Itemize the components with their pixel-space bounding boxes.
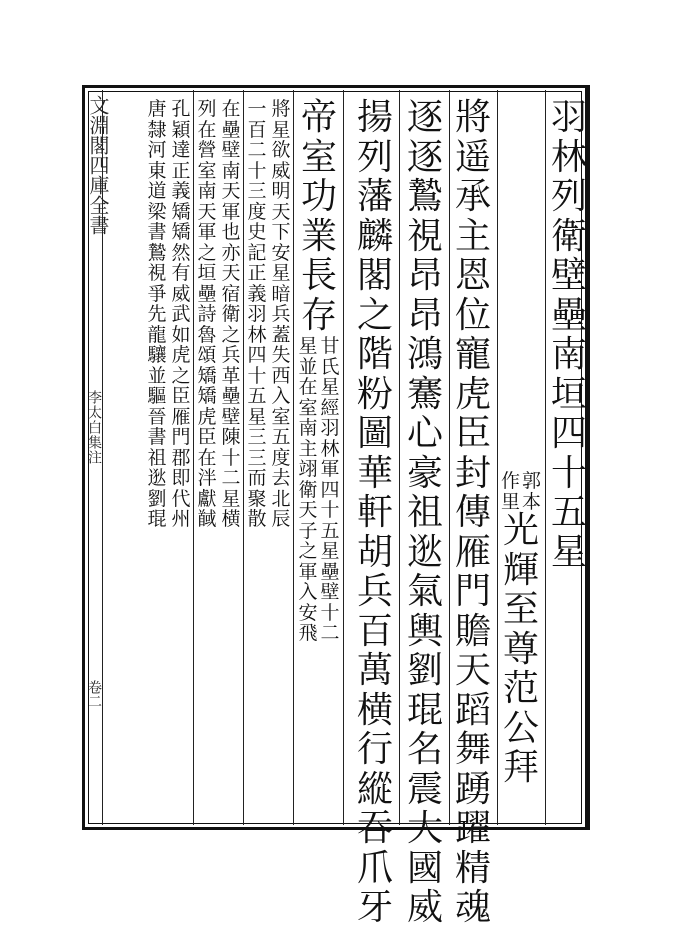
text-column [546, 97, 592, 574]
text-column [352, 97, 398, 930]
book-title: 李太白集注 [86, 390, 102, 465]
column-text: 星 並 在 室 南 主 翊 衛 天 子 之 軍 入 安 飛 [298, 335, 318, 644]
column-rule [193, 90, 194, 825]
column-rule [243, 90, 244, 825]
text-column [402, 97, 448, 930]
column-text: 甘 氏 星 經 羽 林 軍 四 十 五 星 壘 壁 十 二 [320, 335, 340, 644]
column-text: 一 百 二 十 三 度 史 記 正 義 羽 林 四 十 五 星 三 三 而 聚 散 [247, 98, 267, 530]
text-column [296, 97, 342, 645]
column-text: 將 星 欲 威 明 天 下 安 星 暗 兵 蓋 失 西 入 室 五 度 去 北 辰 [271, 98, 291, 530]
page-number: 卷二 [86, 680, 102, 708]
text-column [146, 100, 192, 531]
column-text: 孔 穎 達 正 義 矯 矯 然 有 威 武 如 虎 之 臣 雁 門 郡 即 代 州 [171, 98, 191, 530]
text-column [196, 100, 242, 531]
column-rule [399, 90, 400, 825]
column-text: 將 遥 承 主 恩 位 寵 虎 臣 封 傳 雁 門 贍 天 蹈 舞 踴 躍 精 魂 [454, 97, 491, 928]
text-column [450, 97, 496, 930]
annotation-note [247, 100, 290, 531]
column-rule [293, 90, 294, 825]
margin-edge-text: 文淵閣四庫全書 [86, 95, 110, 235]
column-rule [497, 90, 498, 825]
column-text: 作 里 [500, 470, 520, 513]
text-column [246, 100, 292, 531]
column-text: 郭 本 [522, 470, 542, 513]
annotation-note [197, 100, 240, 531]
column-text: 光 輝 至 尊 范 公 拜 [502, 510, 539, 788]
column-rule [545, 90, 546, 825]
annotation-note [501, 472, 541, 513]
text-column [498, 100, 544, 790]
column-text: 帝 室 功 業 長 存 [300, 97, 337, 336]
annotation-note [147, 100, 190, 531]
column-rule [449, 90, 450, 825]
column-text: 逐 逐 鷙 視 昂 昂 鴻 騫 心 豪 祖 逖 氣 輿 劉 琨 名 震 大 國 威 [406, 97, 443, 928]
column-text: 唐 隸 河 東 道 梁 書 鷙 視 爭 先 龍 驤 並 驅 晉 書 祖 逖 劉 琨 [147, 98, 167, 530]
column-text: 在 壘 壁 南 天 軍 也 亦 天 宿 衛 之 兵 革 壘 壁 陳 十 二 星 横 [221, 98, 241, 530]
column-rule [343, 90, 344, 825]
column-text: 羽 林 列 衛 壁 壘 南 垣 四 十 五 星 [550, 97, 587, 573]
column-text: 揚 列 藩 麟 閣 之 階 粉 圖 華 軒 胡 兵 百 萬 横 行 縱 吞 爪 牙 [356, 97, 393, 928]
column-text: 列 在 營 室 南 天 軍 之 垣 壘 詩 魯 頌 矯 矯 虎 臣 在 泮 獻 馘 [197, 98, 217, 530]
annotation-note [298, 337, 339, 645]
